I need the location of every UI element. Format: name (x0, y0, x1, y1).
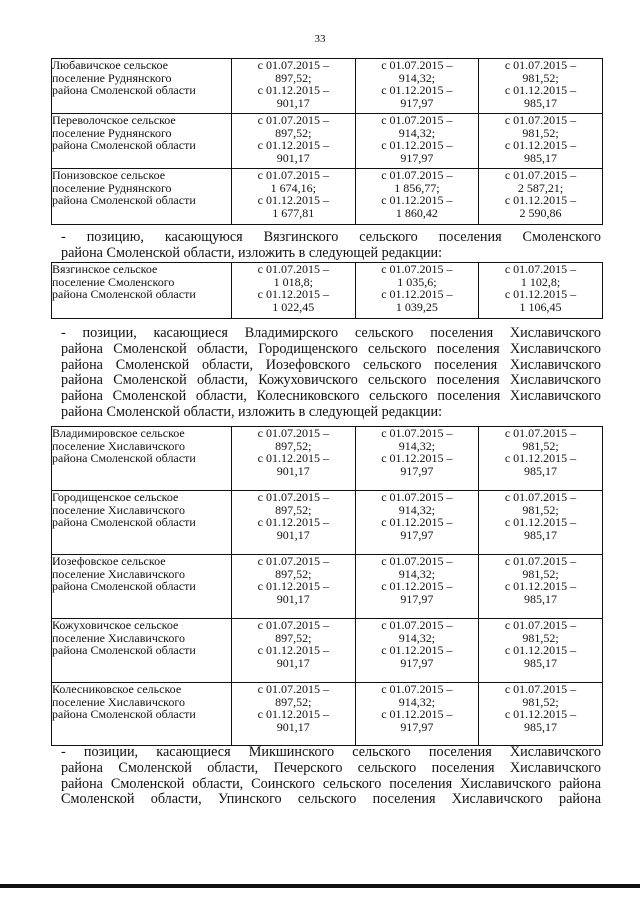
settlement-name-line: района Смоленской области (52, 83, 196, 98)
tariff-line: с 01.07.2015 – (257, 58, 329, 72)
tariff-line: с 01.12.2015 – (504, 451, 577, 466)
tariff-line: 917,97 (400, 527, 434, 542)
tariff-line: с 01.07.2015 – (504, 554, 577, 568)
tariff-line: с 01.07.2015 – (257, 426, 329, 440)
paragraph-line: - позицию, касающуюся Вязгинского сельского поселения Смоленского (61, 229, 601, 245)
tariff-line: 901,17 (276, 150, 310, 165)
settlement-name-cell (52, 555, 232, 619)
tariff-line: 985,17 (523, 463, 557, 478)
tariff-line: 897,52; (275, 125, 312, 140)
tariff-line: 897,52; (275, 70, 312, 85)
tariff-line: с 01.07.2015 – (381, 618, 453, 632)
settlement-name-line: поселение Смоленского (52, 274, 175, 289)
tariff-line: 901,17 (276, 591, 310, 606)
tariff-line: с 01.07.2015 – (381, 262, 453, 276)
tariff-line: 917,97 (400, 150, 434, 165)
settlement-name-line: района Смоленской области (52, 643, 196, 658)
paragraph-line: района Смоленской области, Кожуховичского сельского поселения Хиславичского (61, 372, 601, 389)
settlement-name-cell (52, 59, 232, 114)
tariff-line: 1 035,6; (397, 274, 437, 289)
tariff-table-rudnya (51, 58, 603, 225)
tariff-cell (355, 555, 479, 619)
tariff-line: с 01.12.2015 – (504, 515, 577, 530)
tariff-line: с 01.12.2015 – (381, 515, 453, 530)
tariff-line: 985,17 (523, 95, 557, 110)
tariff-line: с 01.07.2015 – (257, 168, 329, 182)
tariff-line: с 01.07.2015 – (381, 113, 453, 127)
tariff-line: 914,32; (398, 566, 436, 581)
page-bottom-rule (0, 884, 640, 888)
settlement-name-cell (52, 263, 232, 319)
tariff-line: с 01.12.2015 – (381, 707, 453, 722)
paragraph-line: района Смоленской области, изложить в следующей редакции: (61, 244, 443, 261)
paragraph-vyazgino (61, 230, 601, 262)
tariff-line: с 01.12.2015 – (381, 451, 453, 466)
paragraph-line: района Смоленской области, изложить в следующей редакции: (61, 403, 443, 420)
table-row (52, 427, 603, 491)
tariff-cell (232, 619, 356, 683)
settlement-name-line: Владимировское сельское (52, 426, 185, 440)
tariff-cell (232, 427, 356, 491)
tariff-cell (232, 555, 356, 619)
settlement-name-line: Иозефовское сельское (52, 554, 166, 568)
tariff-cell (479, 59, 603, 114)
settlement-name-line: Любавичское сельское (52, 58, 168, 72)
tariff-line: 914,32; (398, 694, 436, 709)
tariff-line: 981,52; (522, 125, 559, 140)
tariff-line: с 01.12.2015 – (504, 83, 577, 98)
tariff-cell (232, 491, 356, 555)
tariff-table-khislavichi (51, 426, 603, 746)
tariff-line: с 01.12.2015 – (257, 83, 329, 98)
tariff-line: с 01.12.2015 – (257, 515, 329, 530)
tariff-line: с 01.07.2015 – (504, 168, 577, 182)
tariff-line: 914,32; (398, 502, 436, 517)
tariff-line: с 01.07.2015 – (504, 426, 577, 440)
tariff-line: 1 022,45 (272, 299, 315, 314)
tariff-line: 981,52; (522, 438, 559, 453)
table-row (52, 619, 603, 683)
tariff-line: с 01.12.2015 – (381, 138, 453, 153)
tariff-line: с 01.07.2015 – (504, 262, 577, 276)
settlement-name-line: района Смоленской области (52, 451, 196, 466)
tariff-line: 985,17 (523, 591, 557, 606)
tariff-cell (479, 263, 603, 319)
tariff-line: с 01.07.2015 – (504, 58, 577, 72)
tariff-line: 914,32; (398, 125, 436, 140)
settlement-name-line: Вязгинское сельское (52, 262, 158, 276)
settlement-name-cell (52, 427, 232, 491)
paragraph-line: района Смоленской области, Соинского сельского поселения Хиславичского района (61, 775, 601, 792)
tariff-line: с 01.07.2015 – (381, 682, 453, 696)
tariff-line: 897,52; (275, 566, 312, 581)
tariff-cell (355, 683, 479, 746)
tariff-cell (232, 263, 356, 319)
settlement-name-line: района Смоленской области (52, 515, 196, 530)
tariff-line: 917,97 (400, 463, 434, 478)
settlement-name-line: района Смоленской области (52, 707, 196, 722)
settlement-name-line: поселение Руднянского (52, 180, 172, 195)
tariff-line: 917,97 (400, 719, 434, 734)
tariff-line: с 01.12.2015 – (257, 643, 329, 658)
tariff-cell (355, 427, 479, 491)
tariff-line: с 01.07.2015 – (257, 113, 329, 127)
table-row (52, 263, 603, 319)
tariff-line: с 01.12.2015 – (381, 579, 453, 594)
tariff-line: 981,52; (522, 694, 559, 709)
settlement-name-line: Городищенское сельское (52, 490, 179, 504)
tariff-line: 901,17 (276, 527, 310, 542)
tariff-line: 1 674,16; (270, 180, 316, 195)
settlement-name-line: поселение Руднянского (52, 125, 172, 140)
settlement-name-line: поселение Хиславичского (52, 694, 186, 709)
tariff-line: с 01.07.2015 – (504, 113, 577, 127)
tariff-line: 981,52; (522, 502, 559, 517)
tariff-cell (479, 114, 603, 169)
paragraph-line: района Смоленской области, Колесниковского сельского поселения Хиславичского (61, 388, 601, 405)
settlement-name-cell (52, 114, 232, 169)
tariff-line: с 01.12.2015 – (504, 138, 577, 153)
tariff-line: с 01.12.2015 – (381, 643, 453, 658)
settlement-name-line: района Смоленской области (52, 287, 196, 302)
paragraph-khislavichi-1 (61, 326, 601, 421)
tariff-line: с 01.07.2015 – (381, 168, 453, 182)
settlement-name-line: Переволочское сельское (52, 113, 176, 127)
tariff-line: с 01.07.2015 – (504, 490, 577, 504)
tariff-cell (479, 555, 603, 619)
tariff-cell (232, 683, 356, 746)
tariff-line: 897,52; (275, 438, 312, 453)
settlement-name-cell (52, 683, 232, 746)
settlement-name-line: Колесниковское сельское (52, 682, 182, 696)
tariff-line: 917,97 (400, 655, 434, 670)
tariff-line: 1 860,42 (395, 205, 438, 220)
tariff-cell (479, 427, 603, 491)
paragraph-line: - позиции, касающиеся Владимирского сельского поселения Хиславичского (61, 325, 601, 341)
tariff-line: 1 677,81 (272, 205, 315, 220)
tariff-line: 981,52; (522, 630, 559, 645)
tariff-line: 985,17 (523, 527, 557, 542)
settlement-name-line: района Смоленской области (52, 138, 196, 153)
tariff-line: с 01.12.2015 – (381, 287, 453, 302)
tariff-line: с 01.12.2015 – (257, 193, 329, 208)
tariff-line: с 01.12.2015 – (504, 287, 577, 302)
tariff-cell (355, 169, 479, 225)
page-number: 33 (314, 33, 326, 45)
settlement-name-line: района Смоленской области (52, 193, 196, 208)
settlement-name-line: района Смоленской области (52, 579, 196, 594)
tariff-line: 985,17 (523, 719, 557, 734)
tariff-cell (479, 491, 603, 555)
tariff-line: с 01.12.2015 – (504, 643, 577, 658)
tariff-cell (479, 683, 603, 746)
tariff-line: с 01.07.2015 – (257, 682, 329, 696)
tariff-line: с 01.12.2015 – (257, 287, 329, 302)
tariff-line: 901,17 (276, 463, 310, 478)
table-row (52, 491, 603, 555)
settlement-name-line: Кожуховичское сельское (52, 618, 179, 632)
tariff-cell (355, 619, 479, 683)
tariff-line: 981,52; (522, 70, 559, 85)
tariff-line: 1 018,8; (273, 274, 313, 289)
tariff-line: 901,17 (276, 95, 310, 110)
tariff-line: с 01.12.2015 – (504, 579, 577, 594)
tariff-line: 1 039,25 (395, 299, 438, 314)
tariff-line: 897,52; (275, 630, 312, 645)
tariff-line: 897,52; (275, 502, 312, 517)
tariff-line: с 01.07.2015 – (504, 682, 577, 696)
tariff-line: 1 856,77; (394, 180, 440, 195)
tariff-line: 914,32; (398, 630, 436, 645)
tariff-line: с 01.07.2015 – (381, 554, 453, 568)
tariff-line: 914,32; (398, 438, 436, 453)
tariff-cell (355, 491, 479, 555)
settlement-name-cell (52, 169, 232, 225)
settlement-name-line: Понизовское сельское (52, 168, 166, 182)
tariff-line: 897,52; (275, 694, 312, 709)
settlement-name-cell (52, 491, 232, 555)
tariff-line: 2 587,21; (517, 180, 564, 195)
tariff-line: с 01.12.2015 – (257, 451, 329, 466)
settlement-name-line: поселение Хиславичского (52, 502, 186, 517)
paragraph-line: района Смоленской области, Городищенского сельского поселения Хиславичского (61, 340, 601, 357)
tariff-line: 914,32; (398, 70, 436, 85)
tariff-line: 985,17 (523, 150, 557, 165)
tariff-line: 981,52; (522, 566, 559, 581)
tariff-line: с 01.07.2015 – (257, 490, 329, 504)
tariff-line: с 01.07.2015 – (257, 262, 329, 276)
table-row (52, 555, 603, 619)
tariff-cell (355, 263, 479, 319)
settlement-name-cell (52, 619, 232, 683)
tariff-line: с 01.07.2015 – (381, 58, 453, 72)
tariff-cell (232, 114, 356, 169)
tariff-line: 901,17 (276, 655, 310, 670)
tariff-line: с 01.07.2015 – (381, 426, 453, 440)
tariff-line: с 01.12.2015 – (257, 138, 329, 153)
tariff-line: с 01.12.2015 – (381, 193, 453, 208)
paragraph-line: Смоленской области, Упинского сельского поселения Хиславичского района (61, 791, 601, 808)
tariff-cell (479, 169, 603, 225)
tariff-cell (355, 59, 479, 114)
tariff-line: с 01.12.2015 – (504, 193, 577, 208)
paragraph-line: района Смоленской области, Печерского сельского поселения Хиславичского (61, 759, 601, 776)
settlement-name-line: поселение Руднянского (52, 70, 172, 85)
tariff-line: с 01.07.2015 – (504, 618, 577, 632)
paragraph-khislavichi-2 (61, 745, 601, 808)
tariff-line: с 01.07.2015 – (257, 618, 329, 632)
tariff-line: с 01.12.2015 – (381, 83, 453, 98)
tariff-line: с 01.12.2015 – (257, 579, 329, 594)
tariff-line: с 01.07.2015 – (381, 490, 453, 504)
settlement-name-line: поселение Хиславичского (52, 566, 186, 581)
table-row (52, 169, 603, 225)
tariff-line: 1 106,45 (519, 299, 562, 314)
tariff-line: 901,17 (276, 719, 310, 734)
tariff-line: 917,97 (400, 95, 434, 110)
table-row (52, 683, 603, 746)
tariff-line: 917,97 (400, 591, 434, 606)
tariff-line: 1 102,8; (520, 274, 561, 289)
table-row (52, 114, 603, 169)
settlement-name-line: поселение Хиславичского (52, 438, 186, 453)
tariff-cell (232, 59, 356, 114)
tariff-table-smolensk (51, 262, 603, 319)
table-row (52, 59, 603, 114)
tariff-cell (479, 619, 603, 683)
paragraph-line: - позиции, касающиеся Микшинского сельского поселения Хиславичского (61, 744, 601, 760)
tariff-cell (232, 169, 356, 225)
tariff-line: с 01.07.2015 – (257, 554, 329, 568)
tariff-line: с 01.12.2015 – (504, 707, 577, 722)
tariff-line: с 01.12.2015 – (257, 707, 329, 722)
tariff-cell (355, 114, 479, 169)
tariff-line: 2 590,86 (519, 205, 562, 220)
paragraph-line: района Смоленской области, Иозефовского сельского поселения Хиславичского (61, 356, 601, 373)
tariff-line: 985,17 (523, 655, 557, 670)
settlement-name-line: поселение Хиславичского (52, 630, 186, 645)
